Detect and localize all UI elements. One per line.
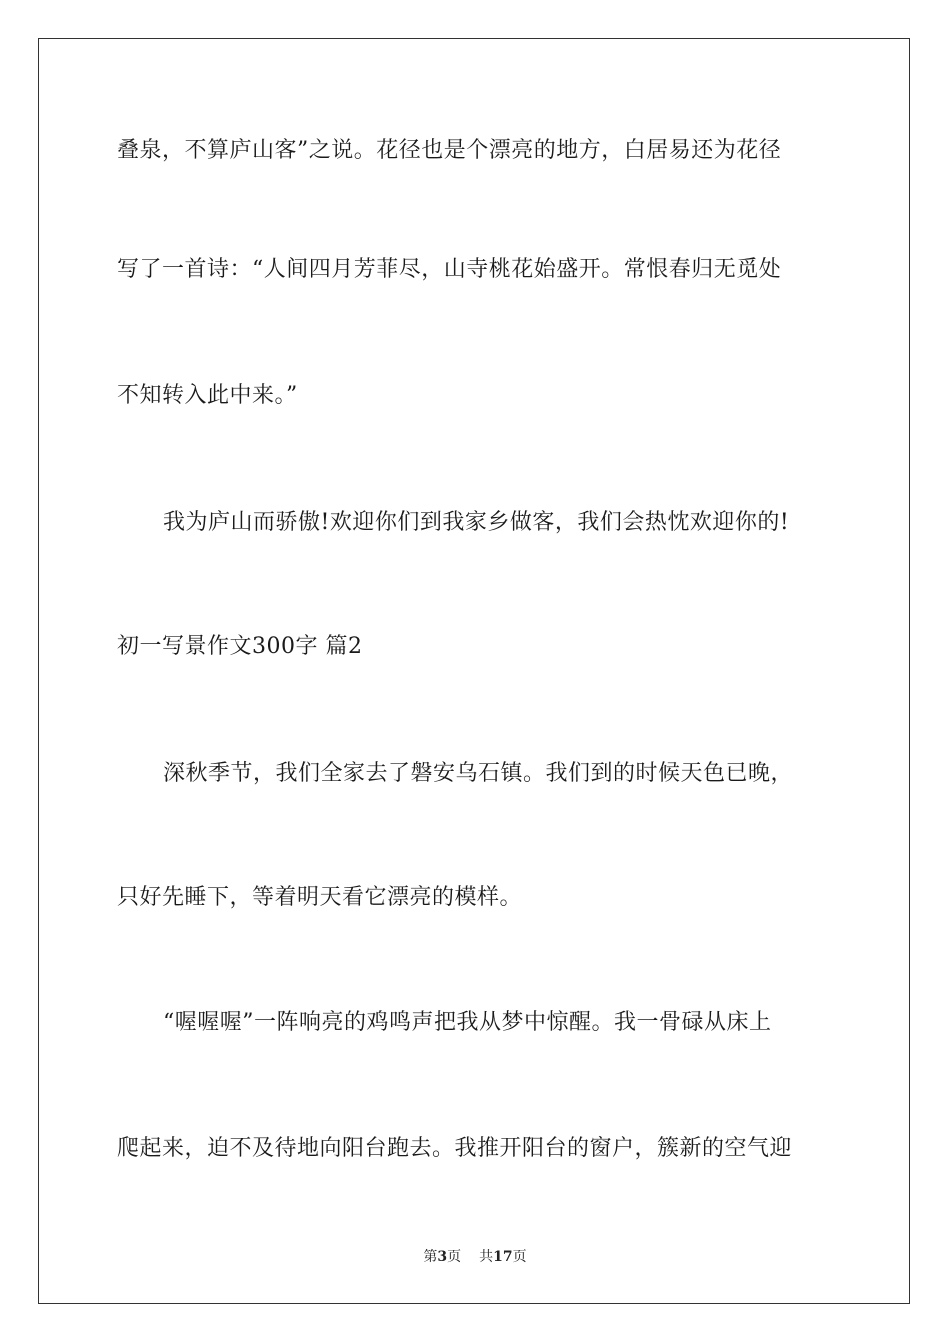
footer-total-prefix: 共 — [479, 1249, 494, 1265]
footer-page-number: 3 — [437, 1249, 448, 1265]
footer-page-suffix: 页 — [447, 1249, 462, 1265]
paragraph-pride: 我为庐山而骄傲!欢迎你们到我家乡做客，我们会热忱欢迎你的! — [163, 510, 790, 535]
paragraph-rooster-line-2: 爬起来，迫不及待地向阳台跑去。我推开阳台的窗户，簇新的空气迎 — [117, 1136, 793, 1161]
text-line-1: 叠泉，不算庐山客”之说。花径也是个漂亮的地方，白居易还为花径 — [117, 138, 782, 163]
page-border — [38, 38, 910, 1304]
section-heading: 初一写景作文300字 篇2 — [117, 634, 363, 659]
text-line-3: 不知转入此中来。” — [117, 383, 298, 408]
paragraph-autumn-line-1: 深秋季节，我们全家去了磐安乌石镇。我们到的时候天色已晚， — [163, 761, 794, 786]
footer-total-suffix: 页 — [512, 1249, 527, 1265]
text-line-2: 写了一首诗：“人间四月芳菲尽，山寺桃花始盛开。常恨春归无觅处 — [117, 257, 782, 282]
footer-total-pages: 17 — [493, 1249, 513, 1265]
page-footer — [0, 1246, 950, 1266]
footer-page-prefix: 第 — [423, 1249, 438, 1265]
paragraph-autumn-line-2: 只好先睡下，等着明天看它漂亮的模样。 — [117, 885, 523, 910]
paragraph-rooster-line-1: “喔喔喔”一阵响亮的鸡鸣声把我从梦中惊醒。我一骨碌从床上 — [163, 1010, 772, 1035]
